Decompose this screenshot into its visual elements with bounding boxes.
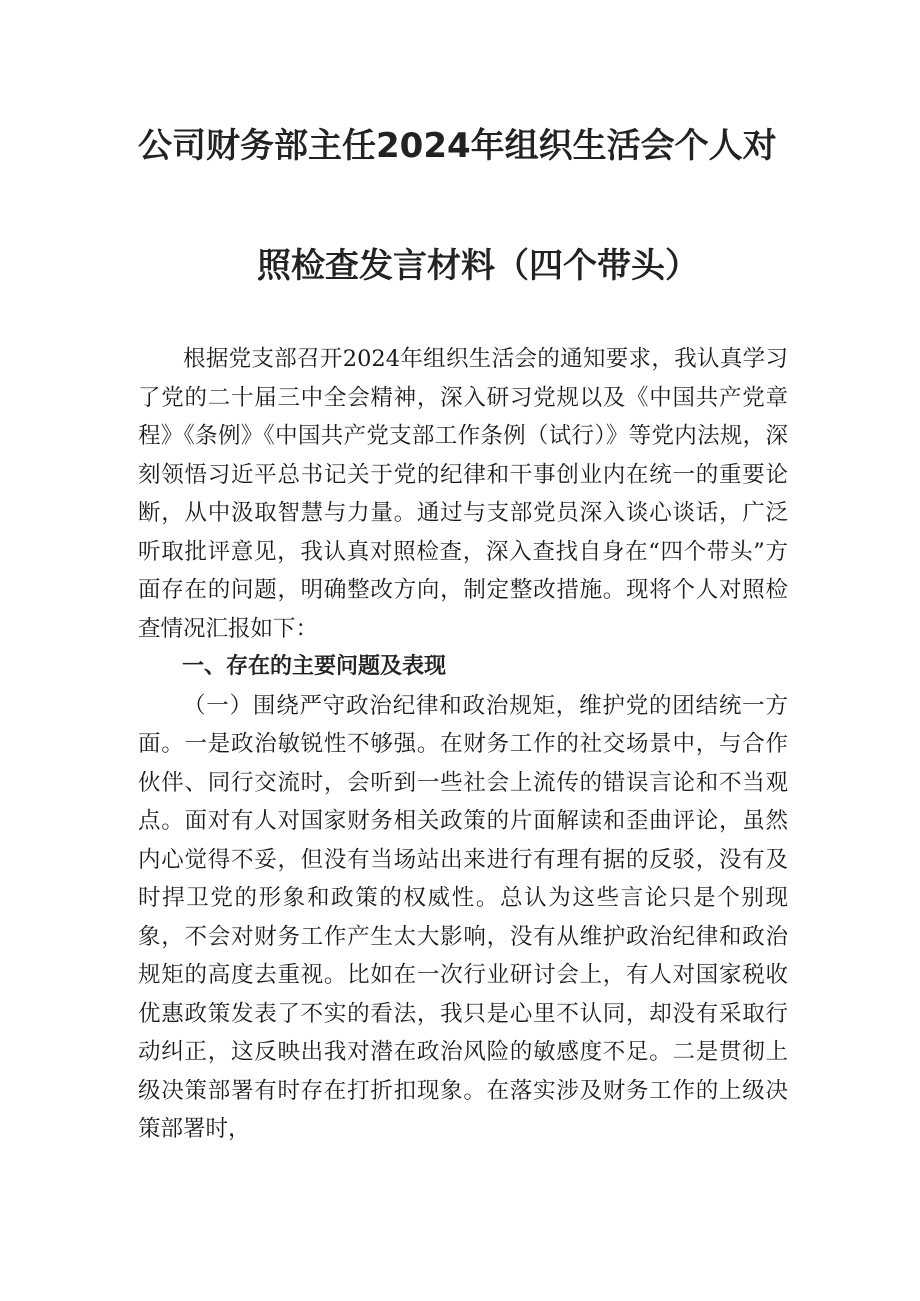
section-heading: 一、存在的主要问题及表现	[182, 654, 447, 679]
document-title-line2: 照检查发言材料（四个带头）	[257, 246, 699, 286]
intro-paragraph: 根据党支部召开2024年组织生活会的通知要求，我认真学习了党的二十届三中全会精神，深入研习党规以及《中国共产党章程》《条例》《中国共产党支部工作条例（试行）》等党内法规，深刻领悟习近平总书记关于党的纪律和干事创业内在统一的重要论断，从中汲取智慧与力量。通过与支部党员深入谈心谈话，广泛听取批评意见，我认真对照检查，深入查找自身在“四个带头”方面存在的问题，明确整改方向，制定整改措施。现将个人对照检查情况汇报如下：	[138, 346, 788, 642]
section-paragraph: （一）围绕严守政治纪律和政治规矩，维护党的团结统一方面。一是政治敏锐性不够强。在财务工作的社交场景中，与合作伙伴、同行交流时，会听到一些社会上流传的错误言论和不当观点。面对有人对国家财务相关政策的片面解读和歪曲评论，虽然内心觉得不妥，但没有当场站出来进行有理有据的反驳，没有及时捍卫党的形象和政策的权威性。总认为这些言论只是个别现象，不会对财务工作产生太大影响，没有从维护政治纪律和政治规矩的高度去重视。比如在一次行业研讨会上，有人对国家税收优惠政策发表了不实的看法，我只是心里不认同，却没有采取行动纠正，这反映出我对潜在政治风险的敏感度不足。二是贯彻上级决策部署有时存在打折扣现象。在落实涉及财务工作的上级决策部署时，	[138, 692, 788, 1142]
document-body	[138, 340, 788, 1149]
document-title-line1: 公司财务部主任2024年组织生活会个人对	[138, 126, 777, 166]
